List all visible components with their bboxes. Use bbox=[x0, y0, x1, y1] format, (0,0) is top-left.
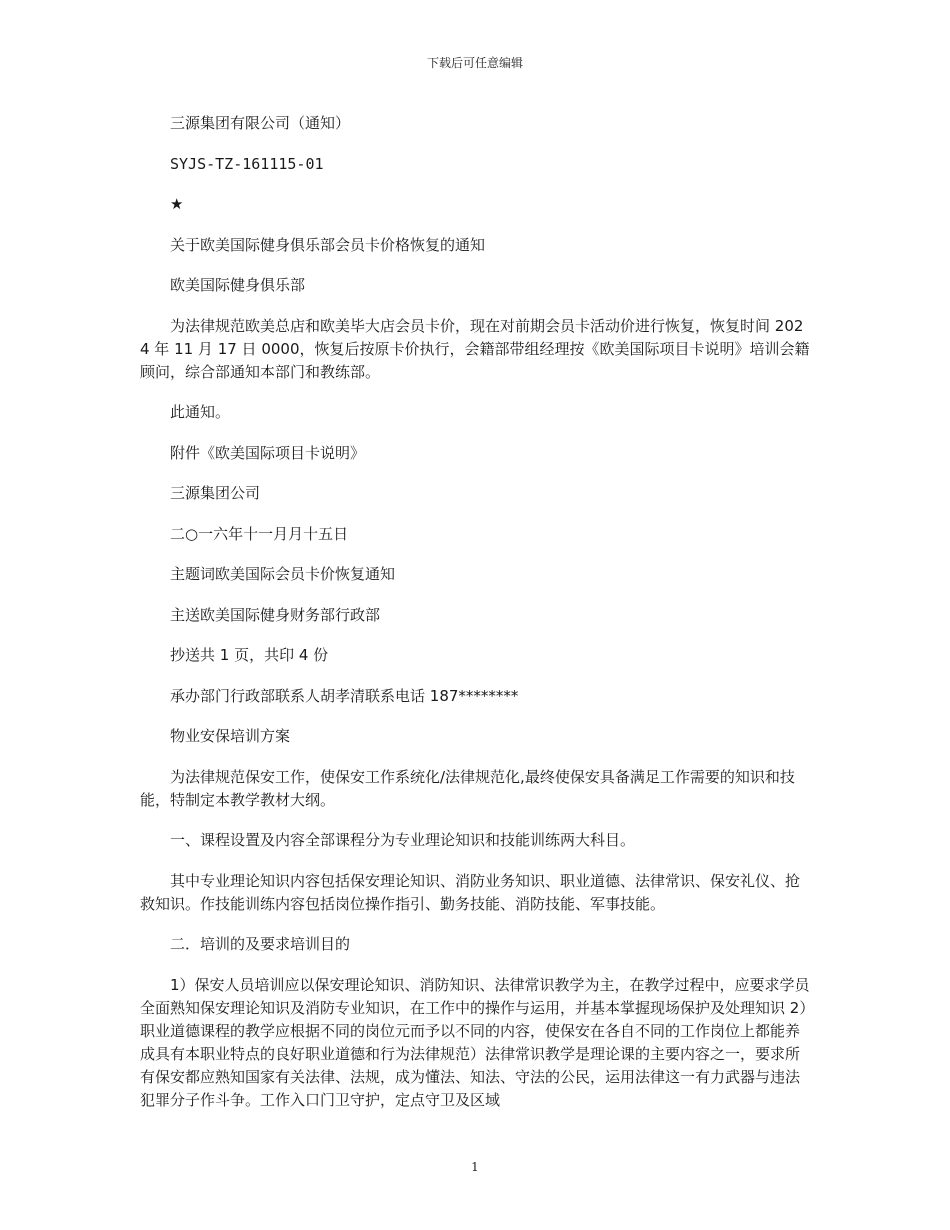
document-number: SYJS-TZ-161115-01 bbox=[170, 154, 324, 173]
paragraph: 二．培训的及要求培训目的 bbox=[170, 935, 351, 953]
notice-title: 关于欧美国际健身俱乐部会员卡价格恢复的通知 bbox=[170, 235, 486, 254]
page-number: 1 bbox=[471, 1160, 479, 1174]
paragraph: 主送欧美国际健身财务部行政部 bbox=[170, 605, 381, 624]
paragraph: 抄送共 1 页，共印 4 份 bbox=[170, 646, 329, 664]
date-line: 二○一六年十一月月十五日 bbox=[170, 524, 349, 543]
paragraph: 附件《欧美国际项目卡说明》 bbox=[170, 443, 366, 462]
paragraph: 1）保安人员培训应以保安理论知识、消防知识、法律常识教学为主，在教学过程中，应要求学员全面熟知保安理论知识及消防专业知识，在工作中的操作与运用，并基本掌握现场保护及处理知识 2）职业道德课程的教学应根据不同的岗位元而予以不同的内容，使保安在各自不同的工作岗位上都能养成具有本职业特点的良好职业道德和行为法律规范）法律常识教学是理论课的主要内容之一，要求所有保安都应熟知国家有关法律、法规，成为懂法、知法、守法的公民，运用法律这一有力武器与违法犯罪分子作斗争。工作入口门卫守护，定点守卫及区域 bbox=[140, 975, 810, 1109]
page-header: 下载后可任意编辑 bbox=[426, 56, 523, 70]
document-body bbox=[140, 112, 810, 1129]
section-title: 物业安保培训方案 bbox=[170, 727, 291, 745]
paragraph: 三源集团公司 bbox=[170, 484, 261, 502]
paragraph: 三源集团有限公司（通知） bbox=[170, 114, 351, 132]
paragraph: 为法律规范保安工作，使保安工作系统化/法律规范化,最终使保安具备满足工作需要的知识和技能，特制定本教学教材大纲。 bbox=[140, 767, 795, 809]
paragraph: 一、课程设置及内容全部课程分为专业理论知识和技能训练两大科目。 bbox=[170, 831, 636, 849]
paragraph: 欧美国际健身俱乐部 bbox=[170, 276, 306, 294]
paragraph: 为法律规范欧美总店和欧美毕大店会员卡价，现在对前期会员卡活动价进行恢复，恢复时间 2024 年 11 月 17 日 0000，恢复后按原卡价执行，会籍部带组经理按《欧美国际项目卡说明》培训会籍顾问，综合部通知本部门和教练部。 bbox=[140, 316, 810, 381]
paragraph: 此通知。 bbox=[170, 403, 231, 421]
star-mark: ★ bbox=[170, 195, 184, 213]
paragraph: 主题词欧美国际会员卡价恢复通知 bbox=[170, 565, 396, 583]
paragraph: 其中专业理论知识内容包括保安理论知识、消防业务知识、职业道德、法律常识、保安礼仪、抢救知识。作技能训练内容包括岗位操作指引、勤务技能、消防技能、军事技能。 bbox=[140, 871, 801, 913]
contact-line: 承办部门行政部联系人胡孝清联系电话 187******** bbox=[170, 686, 519, 705]
